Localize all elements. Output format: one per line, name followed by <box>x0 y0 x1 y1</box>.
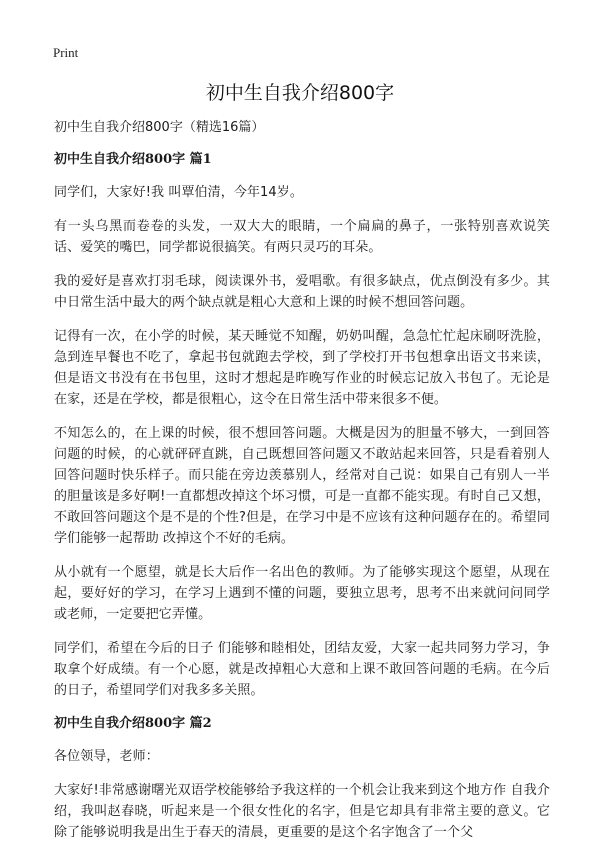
section-heading: 初中生自我介绍800字 篇1 <box>54 152 212 167</box>
paragraph: 有一头乌黑而卷卷的头发，一双大大的眼睛，一个扁扁的鼻子，一张特别喜欢说笑话、爱笑的嘴巴，同学都说很搞笑。有两只灵巧的耳朵。 <box>54 219 550 255</box>
print-link[interactable]: Print <box>53 45 79 60</box>
paragraph: 从小就有一个愿望，就是长大后作一名出色的教师。为了能够实现这个愿望，从现在起，要好好的学习，在学习上遇到不懂的问题，要独立思考，思考不出来就问问同学或老师，一定要把它弄懂。 <box>54 565 550 622</box>
section-1 <box>54 150 550 701</box>
section-heading: 初中生自我介绍800字 篇2 <box>54 716 212 731</box>
section-2 <box>54 714 550 843</box>
article-body <box>54 118 550 856</box>
article-subtitle: 初中生自我介绍800字（精选16篇） <box>54 120 265 135</box>
paragraph: 不知怎么的，在上课的时候，很不想回答问题。大概是因为的胆量不够大，一到回答问题的时候，的心就砰砰直跳，自己既想回答问题又不敢站起来回答，只是看着别人回答问题时快乐样子。而只能在旁边羡慕别人，经常对自己说：如果自己有别人一半的胆量该是多好啊!一直都想改掉这个坏习惯，可是一直都不能实现。有时自己又想，不敢回答问题这个是不是的个性?但是，在学习中是不应该有这种问题存在的。希望同学们能够一起帮助 改掉这个不好的毛病。 <box>54 426 550 546</box>
paragraph: 同学们，大家好!我 叫覃伯清，今年14岁。 <box>54 185 303 200</box>
paragraph: 各位领导，老师： <box>54 749 159 764</box>
paragraph: 大家好!非常感谢曙光双语学校能够给予我这样的一个机会让我来到这个地方作 自我介绍，我叫赵春晓，听起来是一个很女性化的名字，但是它却具有非常主要的意义。它除了能够说明我是出生于春天的清晨，更重要的是这个名字饱含了一个父 <box>54 783 550 840</box>
paragraph: 同学们，希望在今后的日子 们能够和睦相处，团结友爱，大家一起共同努力学习，争取拿个好成绩。有一个心愿，就是改掉粗心大意和上课不敢回答问题的毛病。在今后的日子，希望同学们对我多多关照。 <box>54 641 550 698</box>
paragraph: 我的爱好是喜欢打羽毛球，阅读课外书，爱唱歌。有很多缺点，优点倒没有多少。其中日常生活中最大的两个缺点就是粗心大意和上课的时候不想回答问题。 <box>54 274 550 310</box>
paragraph: 记得有一次，在小学的时候，某天睡觉不知醒，奶奶叫醒，急急忙忙起床刷呀洗脸，急到连早餐也不吃了，拿起书包就跑去学校，到了学校打开书包想拿出语文书来读，但是语文书没有在书包里，这时才想起是昨晚写作业的时候忘记放入书包了。无论是在家，还是在学校，都是很粗心，这令在日常生活中带来很多不便。 <box>54 329 550 407</box>
page-title: 初中生自我介绍800字 <box>205 82 395 104</box>
